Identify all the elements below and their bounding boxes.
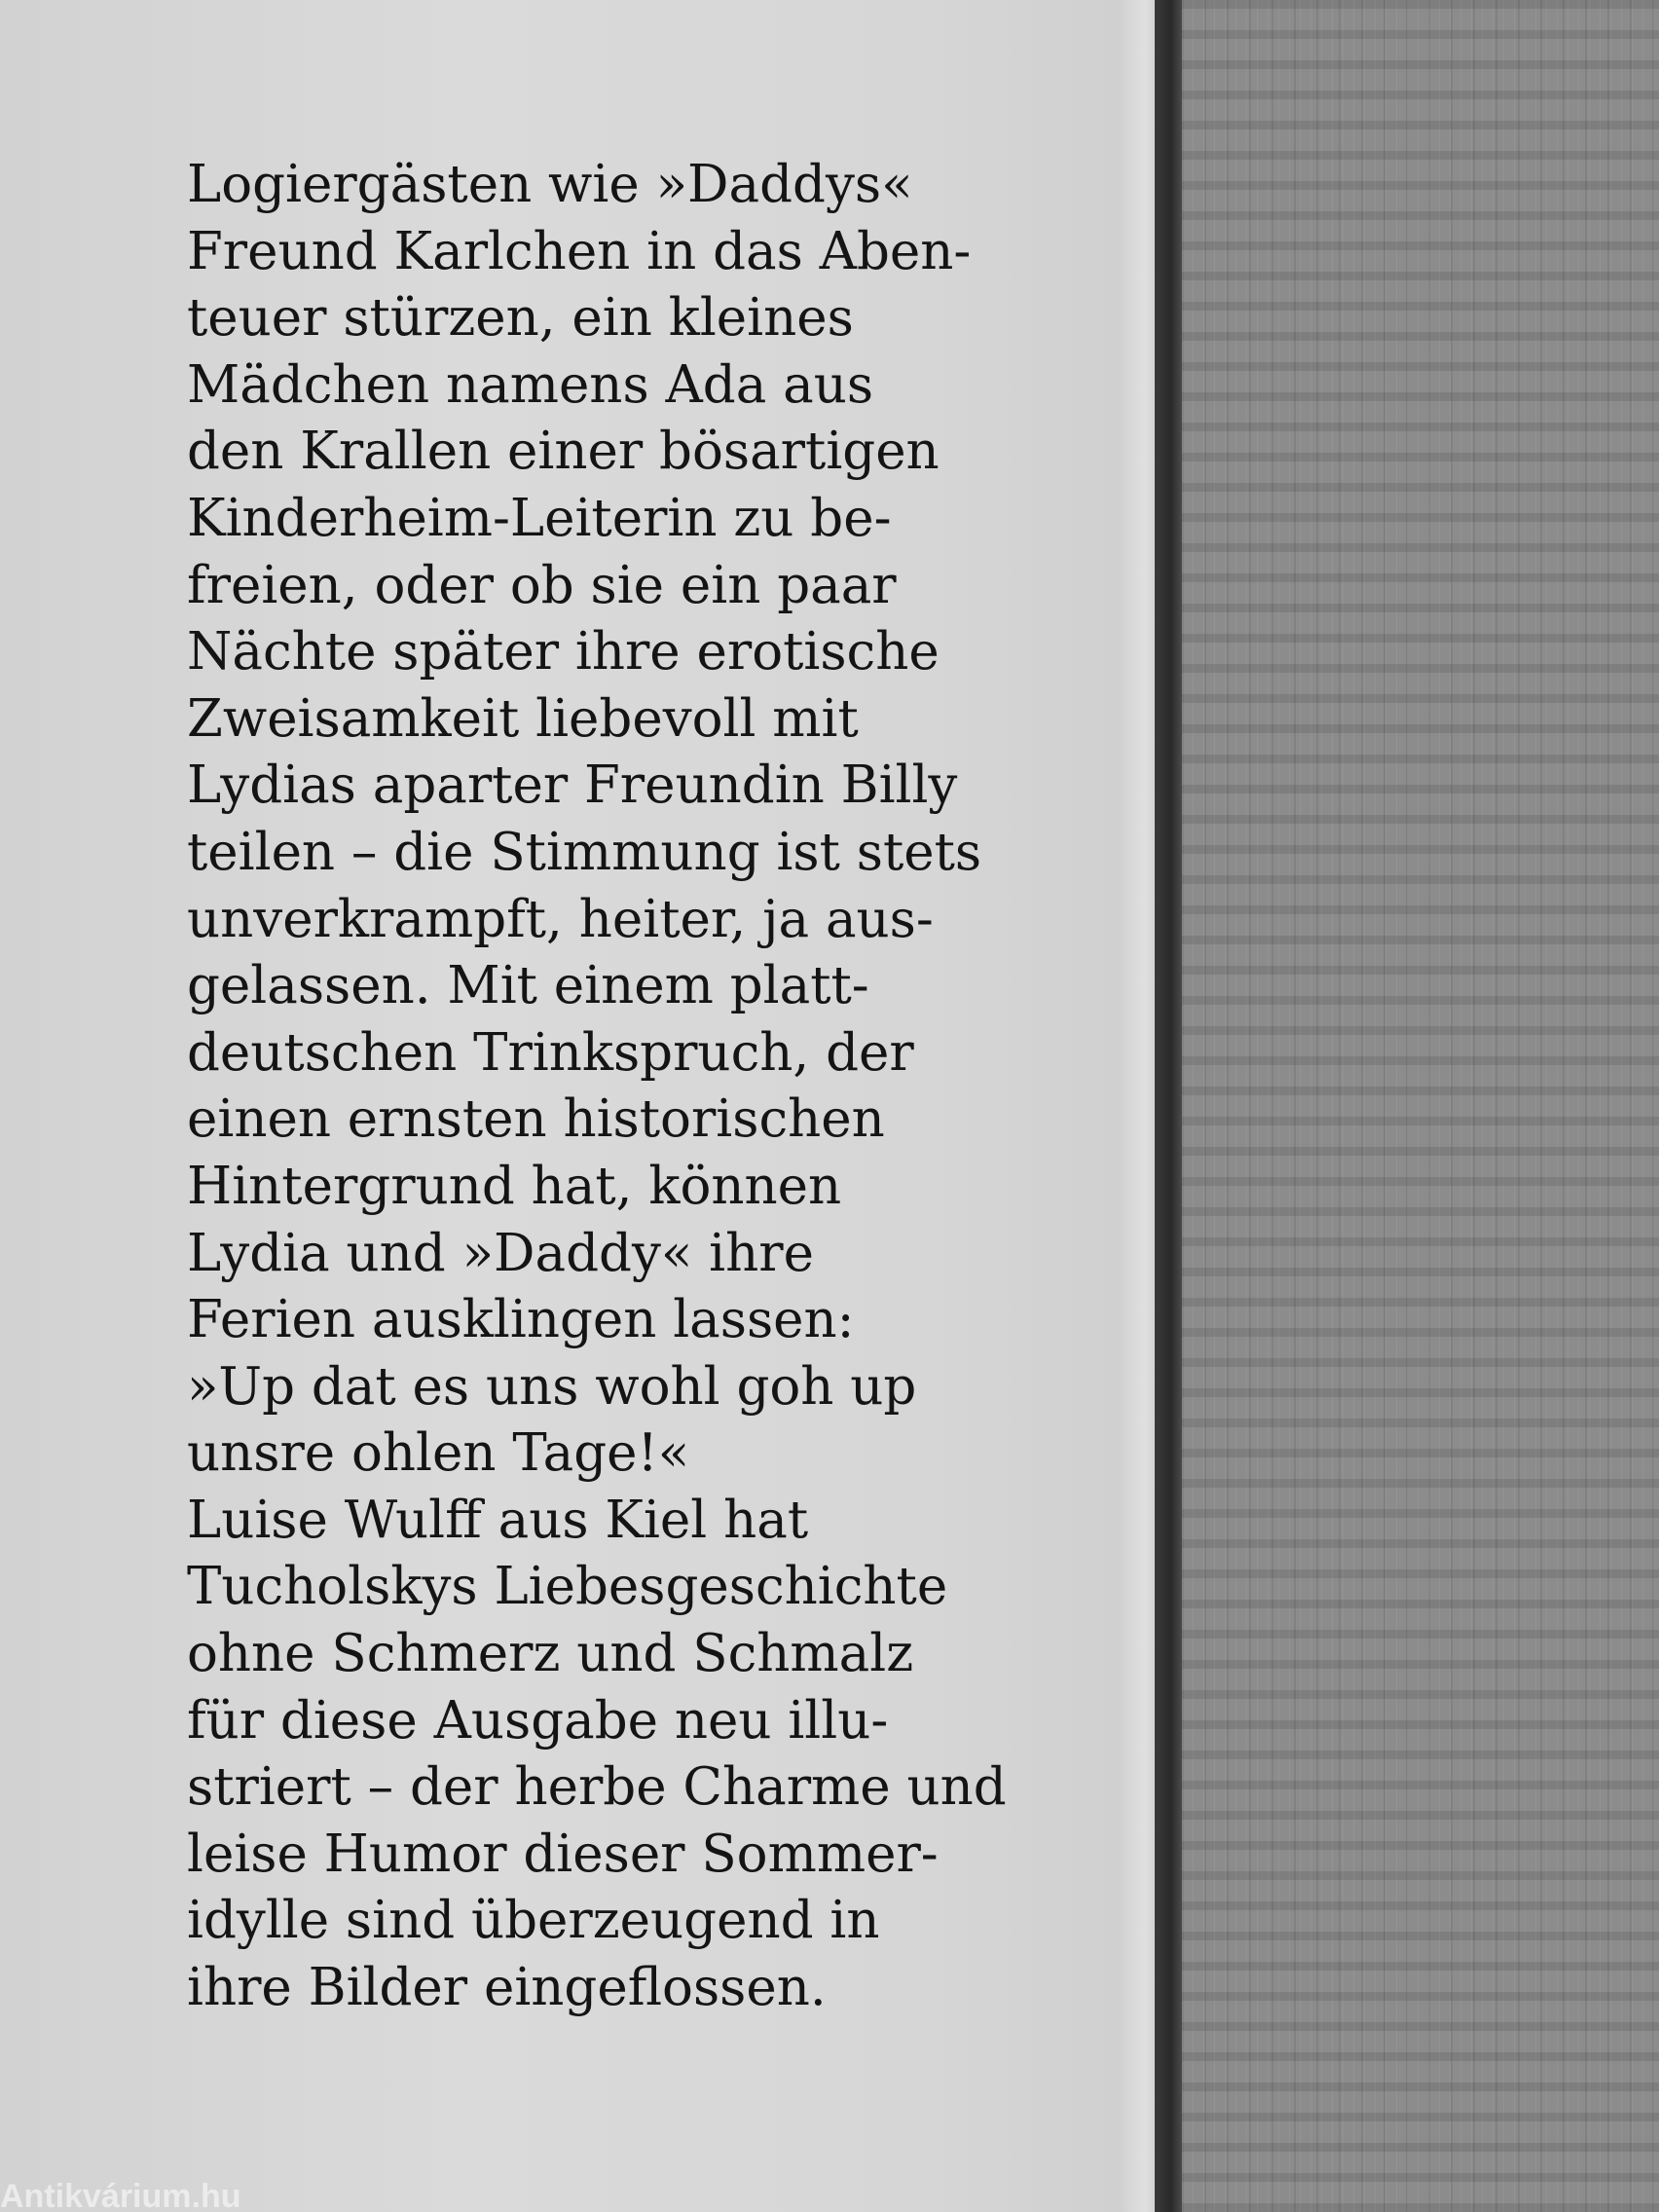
blurb-text: [187, 152, 1007, 2022]
text-line: den Krallen einer bösartigen: [187, 422, 940, 482]
text-line: striert – der herbe Charme und: [187, 1757, 1007, 1818]
text-line: leise Humor dieser Sommer-: [187, 1824, 939, 1884]
text-line: Ferien ausklingen lassen:: [187, 1290, 855, 1350]
text-line: Lydia und »Daddy« ihre: [187, 1223, 814, 1283]
text-line: idylle sind überzeugend in: [187, 1891, 880, 1951]
text-line: gelassen. Mit einem platt-: [187, 956, 869, 1016]
text-line: Nächte später ihre erotische: [187, 622, 940, 682]
text-line: Tucholskys Liebesgeschichte: [187, 1557, 948, 1617]
flap-edge-highlight: [1120, 0, 1155, 2212]
text-line: für diese Ausgabe neu illu-: [187, 1690, 889, 1751]
text-line: einen ernsten historischen: [187, 1089, 885, 1150]
text-line: Kinderheim-Leiterin zu be-: [187, 488, 892, 548]
text-line: freien, oder ob sie ein paar: [187, 555, 897, 615]
text-line: Lydias aparter Freundin Billy: [187, 756, 958, 816]
text-line: unsre ohlen Tage!«: [187, 1423, 690, 1484]
book-cover-edge: [1155, 0, 1182, 2212]
text-line: unverkrampft, heiter, ja aus-: [187, 889, 934, 949]
text-line: Hintergrund hat, können: [187, 1156, 842, 1216]
text-line: ohne Schmerz und Schmalz: [187, 1624, 914, 1684]
text-line: Luise Wulff aus Kiel hat: [187, 1490, 809, 1550]
textured-cover-board: [1182, 0, 1659, 2212]
text-line: »Up dat es uns wohl goh up: [187, 1356, 917, 1417]
text-line: Zweisamkeit liebevoll mit: [187, 688, 859, 749]
text-line: Mädchen namens Ada aus: [187, 354, 874, 415]
text-line: teilen – die Stimmung ist stets: [187, 822, 982, 882]
text-line: Logiergästen wie »Daddys«: [187, 155, 913, 214]
text-line: Freund Karlchen in das Aben-: [187, 221, 972, 281]
text-line: teuer stürzen, ein kleines: [187, 288, 854, 349]
text-line: deutschen Trinkspruch, der: [187, 1022, 914, 1083]
watermark-text: Antikvárium.hu: [0, 2181, 241, 2212]
text-line: ihre Bilder eingeflossen.: [187, 1958, 827, 2018]
